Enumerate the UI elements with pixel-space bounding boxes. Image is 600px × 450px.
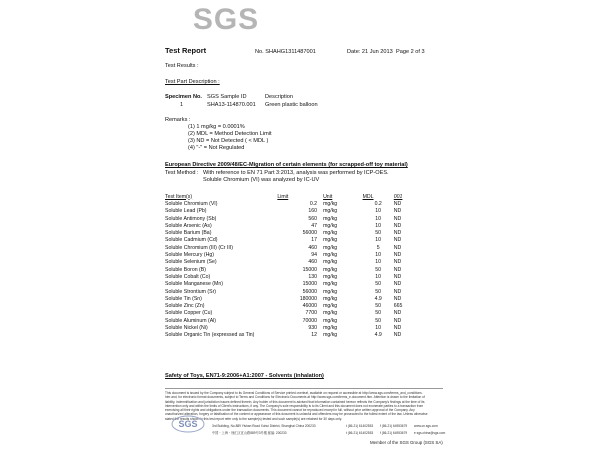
cell-unit: mg/kg (323, 201, 338, 207)
cell-limit: 460 (308, 244, 318, 251)
cell-test-item: Soluble Copper (Cu) (165, 310, 213, 317)
cell-limit: 560 (308, 215, 318, 222)
cell-result: ND (393, 266, 402, 273)
report-date: Date: 21 Jun 2013 (347, 49, 393, 55)
table-row (165, 223, 425, 230)
cell-result: ND (393, 237, 402, 244)
cell-mdl: 50 (375, 281, 382, 288)
cell-limit: 94 (311, 252, 318, 259)
table-row (165, 208, 425, 215)
cell-limit: 930 (308, 325, 318, 332)
cell-mdl: 50 (375, 266, 382, 273)
cell-unit: mg/kg (323, 273, 338, 280)
footer-email[interactable]: e sgs.china@sgs.com (414, 431, 446, 435)
cell-unit: mg/kg (323, 266, 338, 273)
cell-result: ND (393, 332, 402, 339)
cell-result: ND (393, 295, 402, 302)
table-row (165, 230, 425, 237)
cell-mdl: 10 (375, 259, 382, 266)
remark-item: (4) "-" = Not Regulated (188, 145, 245, 151)
cell-unit: mg/kg (323, 295, 338, 302)
cell-result: ND (393, 244, 402, 251)
footer-address-cn: 中国・上海・徐汇区宜山路889号3号楼 邮编: 200233 (212, 431, 287, 435)
cell-mdl: 4.9 (374, 332, 382, 339)
test-results-label: Test Results : (165, 63, 199, 69)
cell-result: ND (393, 317, 402, 324)
footer-member: Member of the SGS Group (SGS SA) (370, 440, 443, 445)
cell-test-item: Soluble Chromium (III) (Cr III) (165, 244, 234, 251)
cell-result: ND (393, 222, 402, 229)
cell-test-item: Soluble Manganese (Mn) (165, 281, 223, 288)
cell-limit: 7700 (305, 310, 318, 317)
cell-result: ND (393, 208, 402, 215)
cell-limit: 70000 (302, 317, 318, 324)
table-row (165, 267, 425, 274)
table-row (165, 296, 425, 303)
cell-limit: 46000 (302, 303, 318, 310)
cell-unit: mg/kg (323, 237, 338, 244)
cell-limit: 12 (311, 332, 318, 339)
cell-result: ND (393, 230, 402, 237)
page-number: Page 2 of 3 (396, 49, 425, 55)
cell-mdl: 4.9 (374, 295, 382, 302)
table-row (165, 318, 425, 325)
cell-limit: 180000 (299, 295, 318, 302)
cell-unit: mg/kg (323, 303, 338, 310)
cell-unit: mg/kg (323, 222, 338, 229)
cell-test-item: Soluble Arsenic (As) (165, 222, 212, 229)
cell-unit: mg/kg (323, 288, 338, 295)
header-001: 001 (393, 193, 403, 200)
cell-test-item: Soluble Antimony (Sb) (165, 215, 217, 222)
footer-tel-en: t (86-21) 61402553 (346, 424, 374, 428)
cell-unit: mg/kg (323, 230, 338, 237)
table-header-row (165, 192, 425, 201)
test-method-line-1: With reference to EN 71 Part 3:2013, analysis was performed by ICP-OES. (203, 170, 389, 176)
disclaimer-line: htm and, for electronic format documents, subject to Terms and Conditions for Electronic Documents at http://www.sgs.com/terms_e-document.htm. Attention is drawn to the limitation of (165, 395, 425, 400)
table-row (165, 259, 425, 266)
cell-limit: 15000 (302, 266, 318, 273)
table-row (165, 289, 425, 296)
cell-test-item: Soluble Lead (Pb) (165, 208, 207, 215)
cell-mdl: 50 (375, 317, 382, 324)
footer-fax-cn: f (86-21) 64953679 (380, 431, 408, 435)
footer-fax-en: f (86-21) 64953679 (380, 424, 408, 428)
cell-test-item: Soluble Aluminum (Al) (165, 317, 217, 324)
cell-result: ND (393, 281, 402, 288)
cell-test-item: Soluble Selenium (Se) (165, 259, 217, 266)
cell-result: ND (393, 252, 402, 259)
footer-disclaimer (165, 391, 475, 421)
disclaimer-line: exercising all their rights and obligations under the transaction documents. This document cannot be reproduced except in full, without prior written approval of the Company. Any (165, 408, 415, 413)
specimen-sample-id: SHA13-114870.001 (207, 102, 256, 108)
disclaimer-line: stated the results shown in this test report refer only to the sample(s) tested and such sample(s) are retained for 30 days only. (165, 416, 342, 421)
footer-divider (165, 388, 443, 389)
report-title: Test Report (165, 46, 207, 55)
cell-mdl: 50 (375, 288, 382, 295)
cell-result: ND (393, 310, 402, 317)
cell-limit: 160 (308, 208, 318, 215)
cell-test-item: Soluble Boron (B) (165, 266, 206, 273)
sgs-logo (183, 2, 269, 34)
cell-test-item: Soluble Cobalt (Co) (165, 273, 211, 280)
cell-mdl: 10 (375, 215, 382, 222)
specimen-col-sample: SGS Sample ID (207, 94, 247, 100)
cell-mdl: 10 (375, 252, 382, 259)
cell-test-item: Soluble Organic Tin (expressed as Tin) (165, 332, 255, 339)
cell-limit: 17 (311, 237, 318, 244)
stamp-text: SGS (178, 419, 198, 429)
header-limit: Limit (277, 193, 289, 200)
cell-mdl: 50 (375, 310, 382, 317)
table-row (165, 325, 425, 332)
cell-unit: mg/kg (323, 332, 338, 339)
cell-unit: mg/kg (323, 325, 338, 332)
cell-mdl: 0.2 (374, 201, 382, 207)
cell-test-item: Soluble Tin (Sn) (165, 295, 202, 302)
header-mdl: MDL (362, 193, 374, 200)
specimen-description: Green plastic balloon (265, 102, 318, 108)
cell-result: ND (393, 259, 402, 266)
cell-test-item: Soluble Strontium (Sr) (165, 288, 217, 295)
cell-unit: mg/kg (323, 259, 338, 266)
specimen-col-desc: Description (265, 94, 293, 100)
cell-result: ND (393, 201, 402, 207)
header-test-item: Test Item(s) (165, 193, 193, 200)
cell-result: 665 (393, 303, 403, 310)
table-row (165, 310, 425, 317)
cell-mdl: 10 (375, 325, 382, 332)
remark-item: (3) ND = Not Detected ( < MDL ) (188, 138, 269, 144)
cell-limit: 47 (311, 222, 318, 229)
cell-test-item: Soluble Nickel (Ni) (165, 325, 208, 332)
cell-result: ND (393, 273, 402, 280)
cell-mdl: 10 (375, 237, 382, 244)
cell-test-item: Soluble Cadmium (Cd) (165, 237, 218, 244)
test-part-label: Test Part Description : (165, 79, 220, 85)
cell-unit: mg/kg (323, 208, 338, 215)
cell-limit: 56000 (302, 230, 318, 237)
cell-limit: 130 (308, 273, 318, 280)
footer-tel-cn: t (86-21) 61402553 (346, 431, 374, 435)
test-method-label: Test Method : (165, 170, 199, 176)
table-row (165, 303, 425, 310)
cell-mdl: 50 (375, 303, 382, 310)
remark-item: (2) MDL = Method Detection Limit (188, 131, 272, 137)
logo-text: SGS (192, 3, 260, 34)
table-row (165, 237, 425, 244)
cell-test-item: Soluble Chromium (VI) (165, 201, 218, 207)
table-row (165, 252, 425, 259)
disclaimer-line: unauthorized alteration, forgery or falsification of the content or appearance of this document is unlawful and offenders may be prosecuted to the fullest extent of the law. Unless otherwise (165, 412, 428, 417)
table-row (165, 281, 425, 288)
remarks-label: Remarks : (165, 117, 191, 123)
cell-test-item: Soluble Zinc (Zn) (165, 303, 205, 310)
test-method-line-2: Soluble Chromium (VI) was analyzed by IC-UV (203, 177, 320, 183)
specimen-no: 1 (180, 102, 184, 108)
cell-mdl: 5 (376, 244, 380, 251)
footer-address-en: 3rd Building, No.889 Yishan Road Xuhui District, Shanghai China 200233 (212, 424, 316, 428)
cell-limit: 56000 (302, 288, 318, 295)
section-title-solvents: Safety of Toys, EN71-9:2006+A1:2007 - Solvents (inhalation) (165, 373, 324, 379)
cell-result: ND (393, 288, 402, 295)
footer-web[interactable]: www.cn.sgs.com (414, 424, 438, 428)
report-number: No. SHAHG1311487001 (255, 49, 316, 55)
cell-test-item: Soluble Mercury (Hg) (165, 252, 215, 259)
cell-unit: mg/kg (323, 244, 338, 251)
table-row (165, 245, 425, 252)
cell-limit: 15000 (302, 281, 318, 288)
disclaimer-line: intervention only and within the limits of Client's instructions, if any. The Company's sole responsibility is to its Client and this document does not exonerate parties to a transaction from (165, 403, 424, 408)
cell-result: ND (393, 325, 402, 332)
cell-test-item: Soluble Barium (Ba) (165, 230, 212, 237)
cell-mdl: 10 (375, 222, 382, 229)
disclaimer-line: This document is issued by the Company subject to its General Conditions of Service printed overleaf, available on request or accessible at http://www.sgs.com/terms_and_conditions. (165, 391, 423, 395)
cell-mdl: 50 (375, 230, 382, 237)
cell-mdl: 10 (375, 208, 382, 215)
cell-result: ND (393, 215, 402, 222)
table-row (165, 332, 425, 339)
disclaimer-line: liability, indemnification and jurisdiction issues defined therein. Any holder of this document is advised that information contained hereon reflects the Company's findings at the time of its (165, 399, 425, 404)
cell-unit: mg/kg (323, 317, 338, 324)
header-unit: Unit (323, 193, 333, 200)
specimen-col-no: Specimen No. (165, 94, 202, 100)
cell-unit: mg/kg (323, 252, 338, 259)
cell-unit: mg/kg (323, 281, 338, 288)
remark-item: (1) 1 mg/kg = 0.0001% (188, 124, 245, 130)
cell-unit: mg/kg (323, 215, 338, 222)
results-table (165, 192, 425, 340)
sgs-stamp (171, 414, 205, 434)
cell-mdl: 10 (375, 273, 382, 280)
cell-limit: 460 (308, 259, 318, 266)
table-row (165, 216, 425, 223)
table-row (165, 201, 425, 208)
cell-limit: 0.2 (309, 201, 318, 207)
table-row (165, 274, 425, 281)
section-title-migration: European Directive 2009/48/EC-Migration of certain elements (for scrapped-off toy material) (165, 162, 408, 168)
cell-unit: mg/kg (323, 310, 338, 317)
